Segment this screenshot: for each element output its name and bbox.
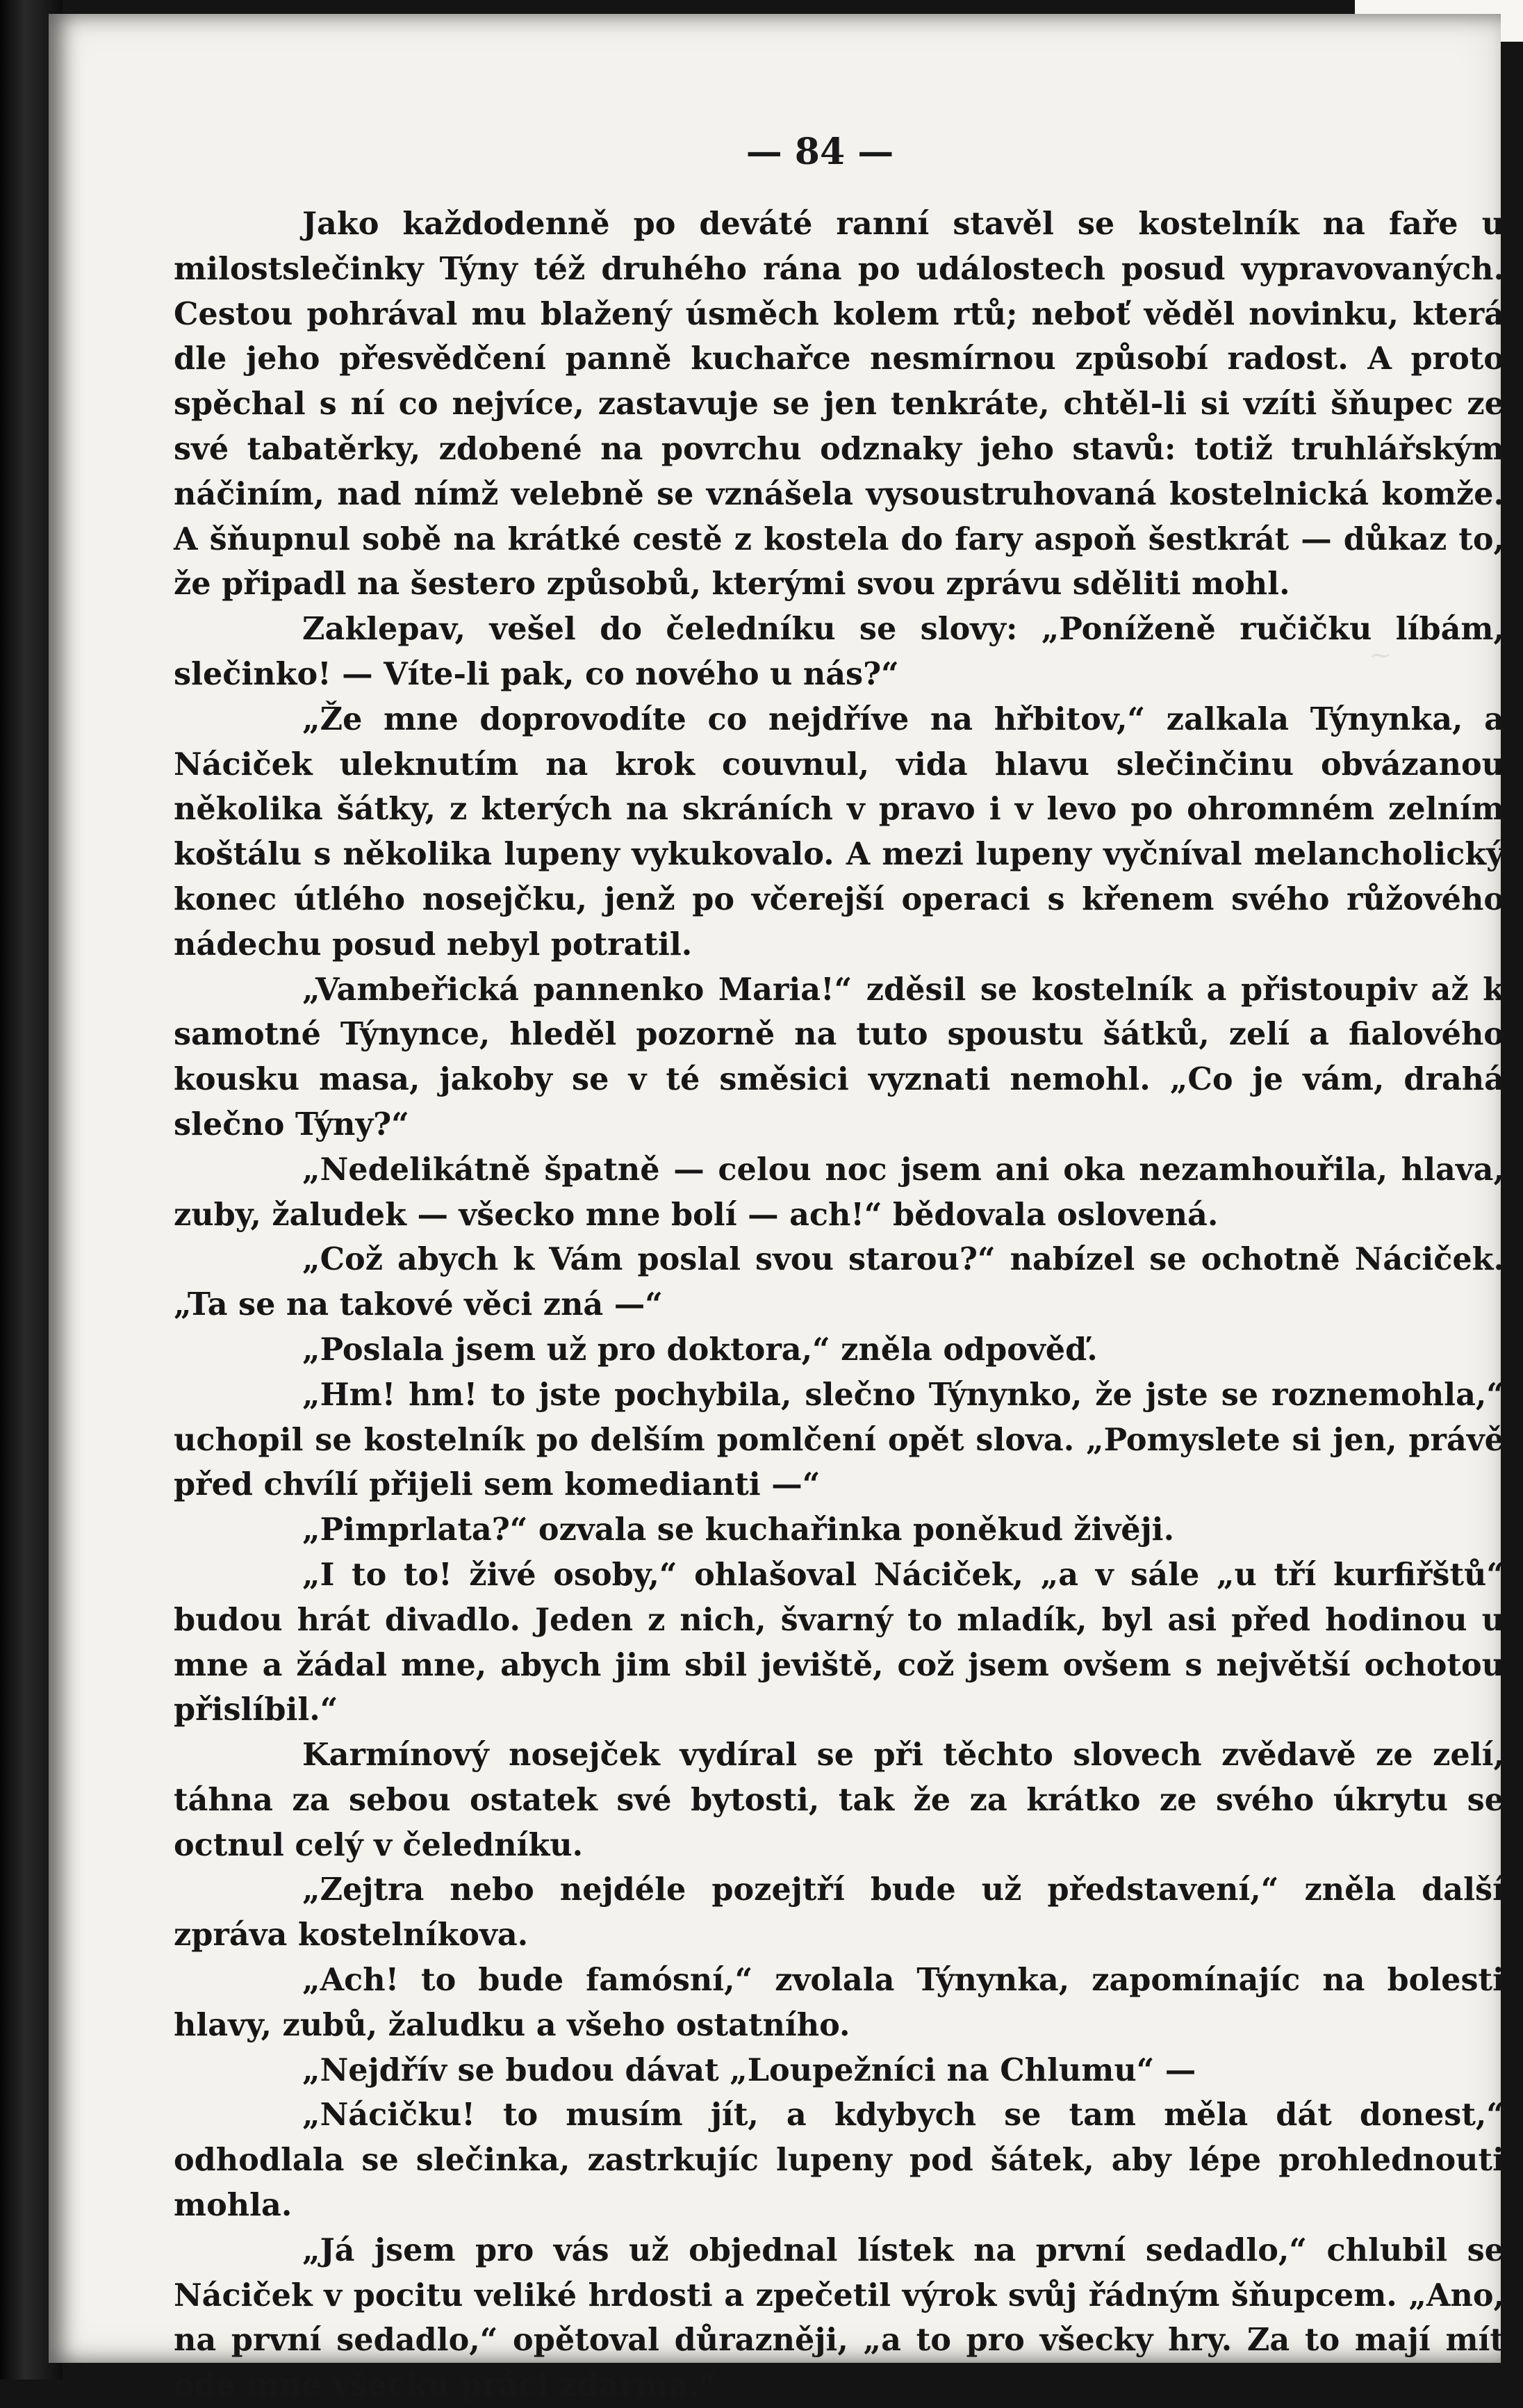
paragraph: Karmínový nosejček vydíral se při těchto slovech zvědavě ze zelí, táhna za sebou ostatek své bytosti, tak že za krátko ze svého úkrytu se octnul celý v čeledníku. xyxy=(174,1737,1504,1863)
paragraph: Zaklepav, vešel do čeledníku se slovy: „Poníženě ručičku líbám, slečinko! — Víte-li pak, co nového u nás?“ xyxy=(174,611,1504,692)
body-text xyxy=(174,202,1504,2408)
paragraph: „Že mne doprovodíte co nejdříve na hřbitov,“ zalkala Týnynka, a Náciček uleknutím na krok couvnul, vida hlavu slečinčinu obvázanou několika šátky, z kterých na skráních v pravo i v levo po ohromném zelním koštálu s několika lupeny vykukovalo. A mezi lupeny vyčníval melancholický konec útlého nosejčku, jenž po včerejší operaci s křenem svého růžového nádechu posud nebyl potratil. xyxy=(174,701,1504,963)
paragraph: „Nácičku! to musím jít, a kdybych se tam měla dát donest,“ odhodlala se slečinka, zastrkujíc lupeny pod šátek, aby lépe prohlednouti mohla. xyxy=(174,2097,1504,2224)
paragraph: „Hm! hm! to jste pochybila, slečno Týnynko, že jste se roznemohla,“ uchopil se kostelník po delším pomlčení opět slova. „Pomyslete si jen, právě před chvílí přijeli sem komedianti —“ xyxy=(174,1376,1504,1503)
paragraph: „Nedelikátně špatně — celou noc jsem ani oka nezamhouřila, hlava, zuby, žaludek — všecko mne bolí — ach!“ bědovala oslovená. xyxy=(174,1151,1504,1233)
book-page xyxy=(49,14,1504,2404)
bleed-through-text: ~ xyxy=(1369,639,1392,671)
paragraph: „Vambeřická pannenko Maria!“ zděsil se kostelník a přistoupiv až k samotné Týnynce, hleděl pozorně na tuto spoustu šátků, zelí a fialového kousku masa, jakoby se v té směsici vyznati nemohl. „Co je vám, drahá slečno Týny?“ xyxy=(174,971,1504,1142)
paragraph: „Já jsem pro vás už objednal lístek na první sedadlo,“ chlubil se Náciček v pocitu veliké hrdosti a zpečetil výrok svůj řádným šňupcem. „Ano, na první sedadlo,“ opětoval důrazněji, „a to pro všecky hry. Za to mají mít ode mne všecku práci zdarma.“ xyxy=(174,2231,1504,2404)
paragraph: „Poslala jsem už pro doktora,“ zněla odpověď. xyxy=(302,1331,1098,1368)
page-number: — 84 — xyxy=(746,131,894,173)
paragraph: „Zejtra nebo nejdéle pozejtří bude už představení,“ zněla další zpráva kostelníkova. xyxy=(174,1871,1504,1954)
paragraph: „Nejdřív se budou dávat „Loupežníci na Chlumu“ — xyxy=(302,2051,1196,2088)
paragraph: „Pimprlata?“ ozvala se kuchařinka poněkud živěji. xyxy=(302,1512,1175,1548)
paragraph: „I to to! živé osoby,“ ohlašoval Náciček, „a v sále „u tří kurfiřštů“ budou hrát divadlo. Jeden z nich, švarný to mladík, byl asi před hodinou u mne a žádal mne, abych jim sbil jeviště, což jsem ovšem s největší ochotou přislíbil.“ xyxy=(174,1556,1504,1728)
paragraph: Jako každodenně po deváté ranní stavěl se kostelník na faře u milostslečinky Týny též druhého rána po událostech posud vypravovaných. Cestou pohrával mu blažený úsměch kolem rtů; neboť věděl novinku, která dle jeho přesvědčení panně kuchařce nesmírnou způsobí radost. A proto spěchal s ní co nejvíce, zastavuje se jen tenkráte, chtěl-li si vzíti šňupec ze své tabatěrky, zdobené na povrchu odznaky jeho stavů: totiž truhlářským náčiním, nad nímž velebně se vznášela vysoustruhovaná kostelnická komže. A šňupnul sobě na krátké cestě z kostela do fary aspoň šestkrát — důkaz to, že připadl na šestero způsobů, kterými svou zprávu sděliti mohl. xyxy=(174,206,1504,603)
paragraph: „Ach! to bude famósní,“ zvolala Týnynka, zapomínajíc na bolesti hlavy, zubů, žaludku a všeho ostatního. xyxy=(174,1962,1504,2043)
paragraph: „Což abych k Vám poslal svou starou?“ nabízel se ochotně Náciček. „Ta se na takové věci zná —“ xyxy=(174,1241,1504,1323)
